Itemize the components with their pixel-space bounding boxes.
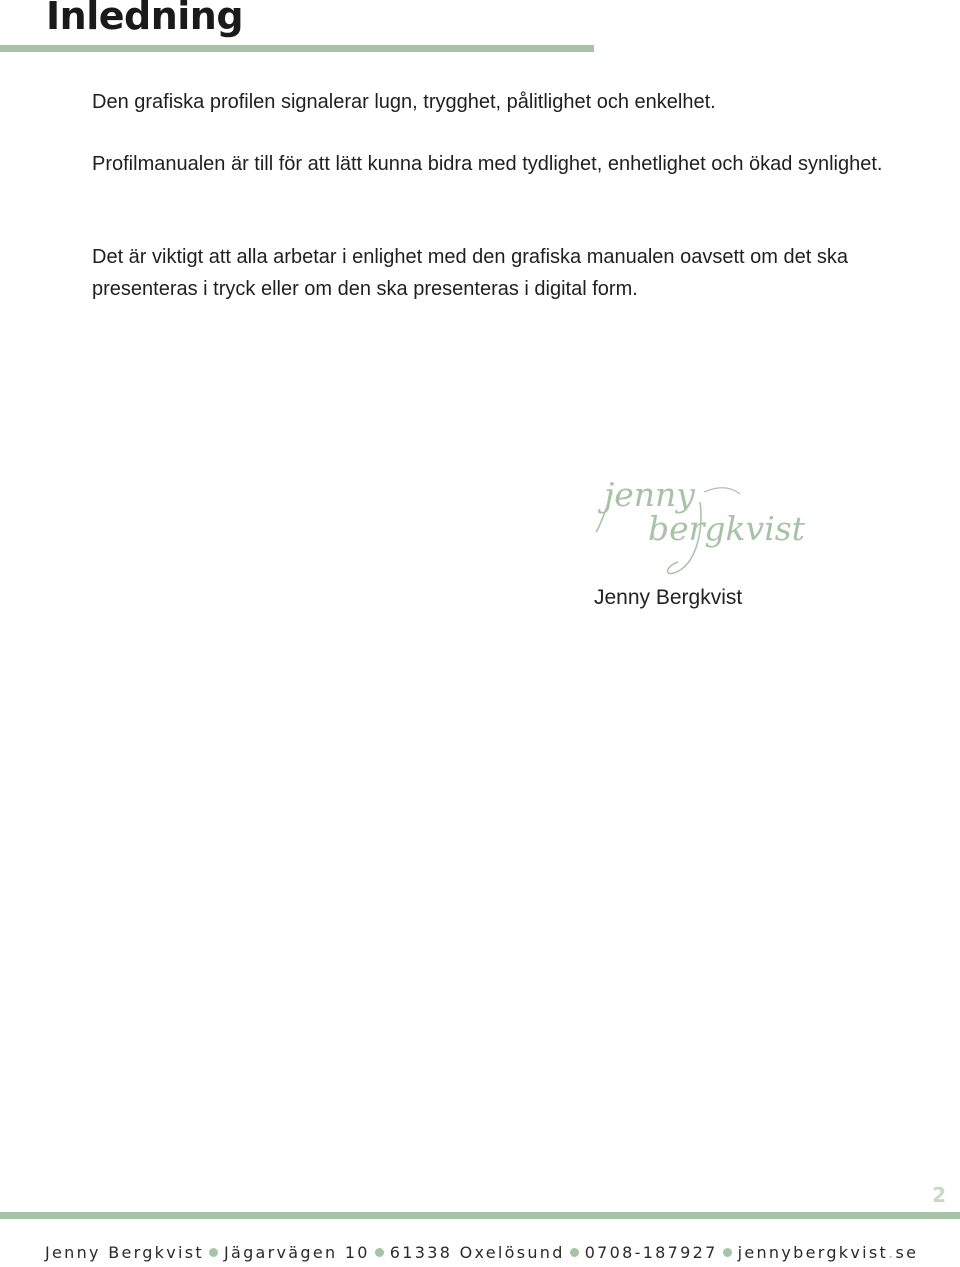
website-dot: . (888, 1243, 896, 1262)
intro-paragraph-3: Det är viktigt att alla arbetar i enlighet med den grafiska manualen oavsett om det ska presenteras i tryck eller om den ska presenteras i digital form. (92, 246, 848, 300)
page-number: 2 (932, 1183, 946, 1207)
separator-dot-icon (570, 1248, 579, 1257)
separator-dot-icon (209, 1248, 218, 1257)
title-underline (0, 45, 594, 52)
footer-website[interactable] (738, 1243, 919, 1262)
intro-paragraph-1: Den grafiska profilen signalerar lugn, trygghet, pålitlighet och enkelhet. (92, 91, 716, 113)
separator-dot-icon (375, 1248, 384, 1257)
intro-paragraph-2: Profilmanualen är till för att lätt kunna bidra med tydlighet, enhetlighet och ökad synlighet. (92, 153, 883, 175)
footer-street: Jägarvägen 10 (223, 1243, 370, 1262)
website-name: jennybergkvist (737, 1243, 889, 1262)
footer-name: Jenny Bergkvist (45, 1243, 204, 1262)
footer-phone: 0708-187927 (584, 1243, 718, 1262)
signature-logo (592, 470, 812, 580)
footer-city: 61338 Oxelösund (389, 1243, 565, 1262)
logo-text-bergkvist: bergkvist (648, 509, 805, 548)
separator-dot-icon (723, 1248, 732, 1257)
page-title: Inledning (46, 0, 244, 38)
footer-rule (0, 1212, 960, 1219)
logo-text-jenny: jenny (604, 475, 695, 514)
signer-name: Jenny Bergkvist (594, 586, 743, 609)
footer-contact (45, 1243, 950, 1262)
website-tld: se (895, 1243, 919, 1262)
